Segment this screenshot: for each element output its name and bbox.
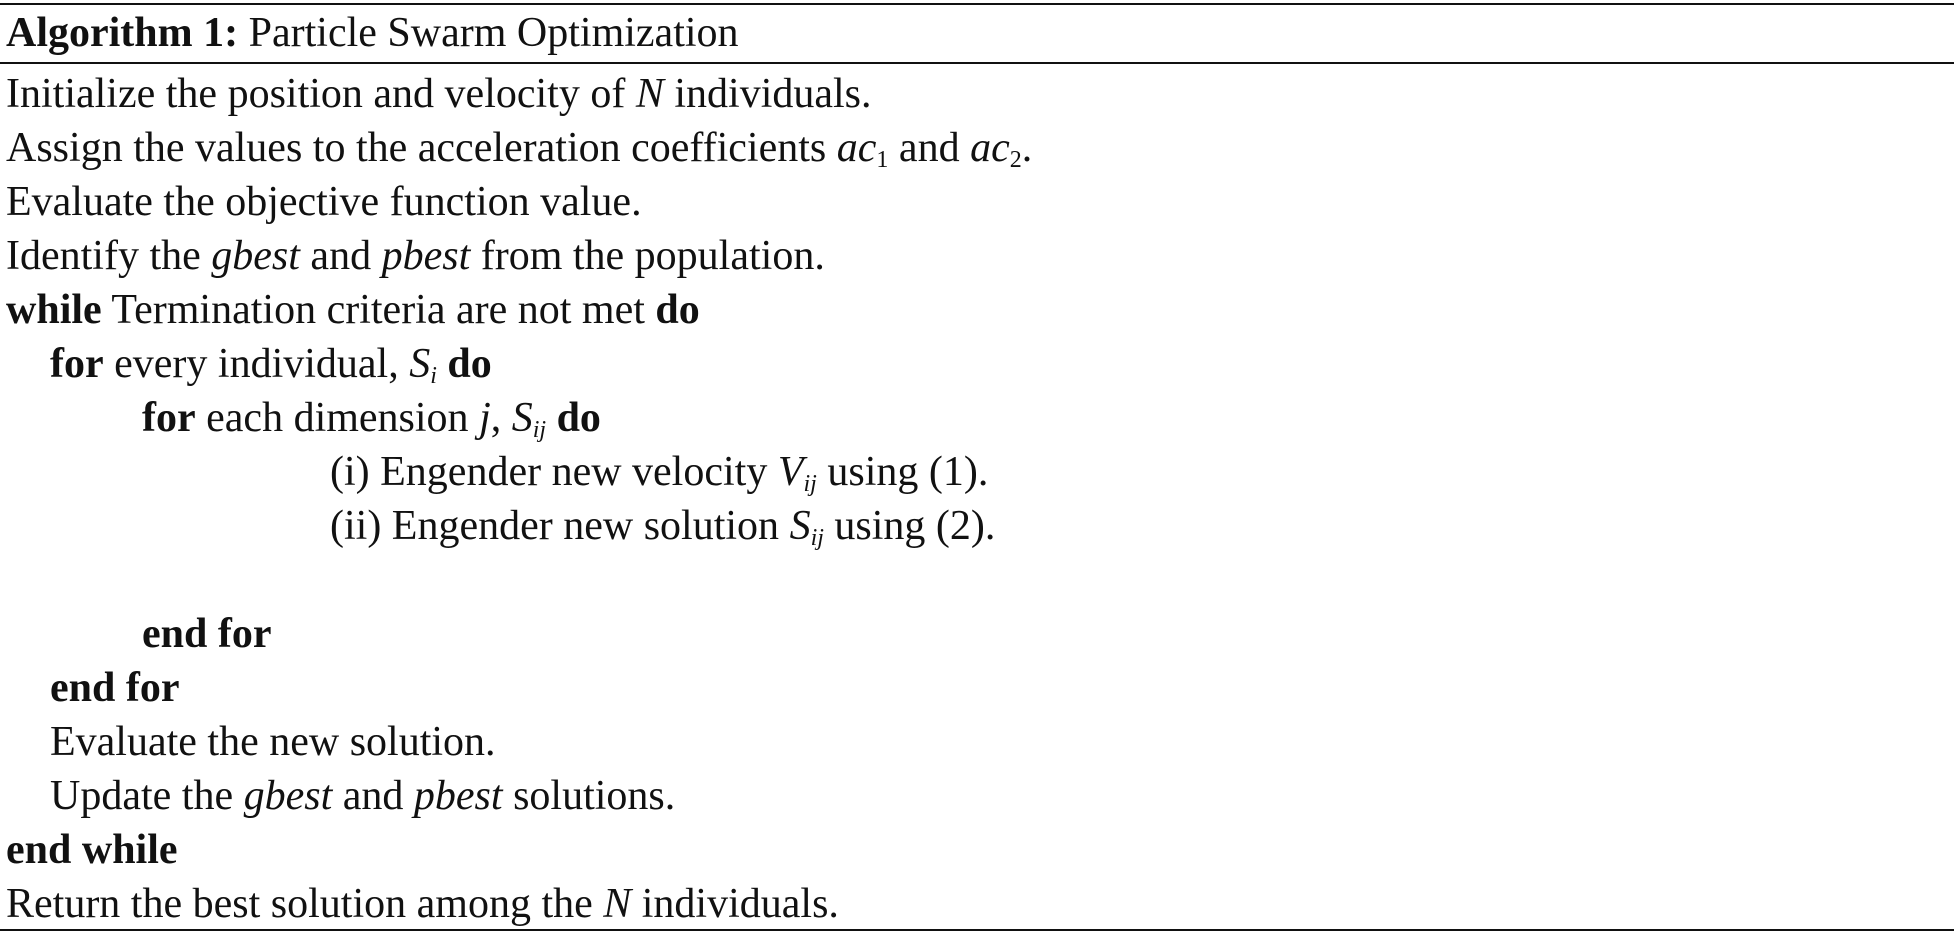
algorithm-line-for-individual: for every individual, $S_i$ do (50, 341, 492, 389)
algorithm-title: Particle Swarm Optimization (248, 10, 739, 56)
algorithm-label: Algorithm 1: (6, 10, 239, 56)
variable: pbest (413, 773, 503, 819)
algorithm-line-velocity: (i) Engender new velocity $V_{ij}$ using (1). (330, 449, 989, 497)
header-rule (0, 62, 1954, 64)
algorithm-line-assign: Assign the values to the acceleration coefficients $ac_1$ and $ac_2$. (6, 125, 1033, 173)
variable: gbest (243, 773, 333, 819)
subscript: i (430, 363, 437, 389)
keyword: do (556, 395, 601, 441)
algorithm-body (0, 67, 1954, 931)
algorithm-line-initialize: Initialize the position and velocity of N individuals. (6, 71, 872, 117)
algorithm-line-solution: (ii) Engender new solution $S_{ij}$ using (2). (330, 503, 996, 551)
keyword: end while (6, 827, 178, 873)
variable: N (603, 881, 632, 927)
variable: N (635, 71, 664, 117)
subscript: ij (810, 525, 824, 551)
keyword: end for (50, 665, 180, 711)
keyword: end for (142, 611, 272, 657)
variable: V (777, 449, 804, 495)
subscript: ij (803, 471, 817, 497)
algorithm-line-end-while (0, 823, 1954, 877)
algorithm-line-end-for-inner (0, 607, 1954, 661)
algorithm-line-evaluate-new: Evaluate the new solution. (50, 719, 496, 765)
keyword: do (655, 287, 700, 333)
algorithm-line-while: while Termination criteria are not met do (6, 287, 700, 333)
variable: j (479, 395, 491, 441)
subscript: ij (532, 417, 547, 443)
variable: ac (970, 125, 1010, 171)
blank-line (0, 553, 1954, 607)
keyword: for (50, 341, 104, 387)
algorithm-line-end-for-outer (0, 661, 1954, 715)
algorithm-line-evaluate: Evaluate the objective function value. (6, 179, 642, 225)
variable: S (409, 341, 431, 387)
keyword: while (6, 287, 102, 333)
variable: S (511, 395, 533, 441)
bottom-rule (0, 929, 1954, 931)
variable: S (789, 503, 811, 549)
variable: pbest (381, 233, 471, 279)
subscript: 2 (1009, 147, 1022, 173)
keyword: do (447, 341, 492, 387)
subscript: 1 (876, 147, 889, 173)
algorithm-line-return: Return the best solution among the N individuals. (6, 881, 839, 927)
variable: ac (836, 125, 877, 171)
algorithm-line-update: Update the gbest and pbest solutions. (50, 773, 676, 819)
variable: gbest (211, 233, 300, 279)
algorithm-line-identify: Identify the gbest and pbest from the population. (6, 233, 825, 279)
algorithm-header (6, 5, 739, 61)
keyword: for (142, 395, 196, 441)
algorithm-line-for-dimension: for each dimension j, $S_{ij}$ do (142, 395, 601, 443)
